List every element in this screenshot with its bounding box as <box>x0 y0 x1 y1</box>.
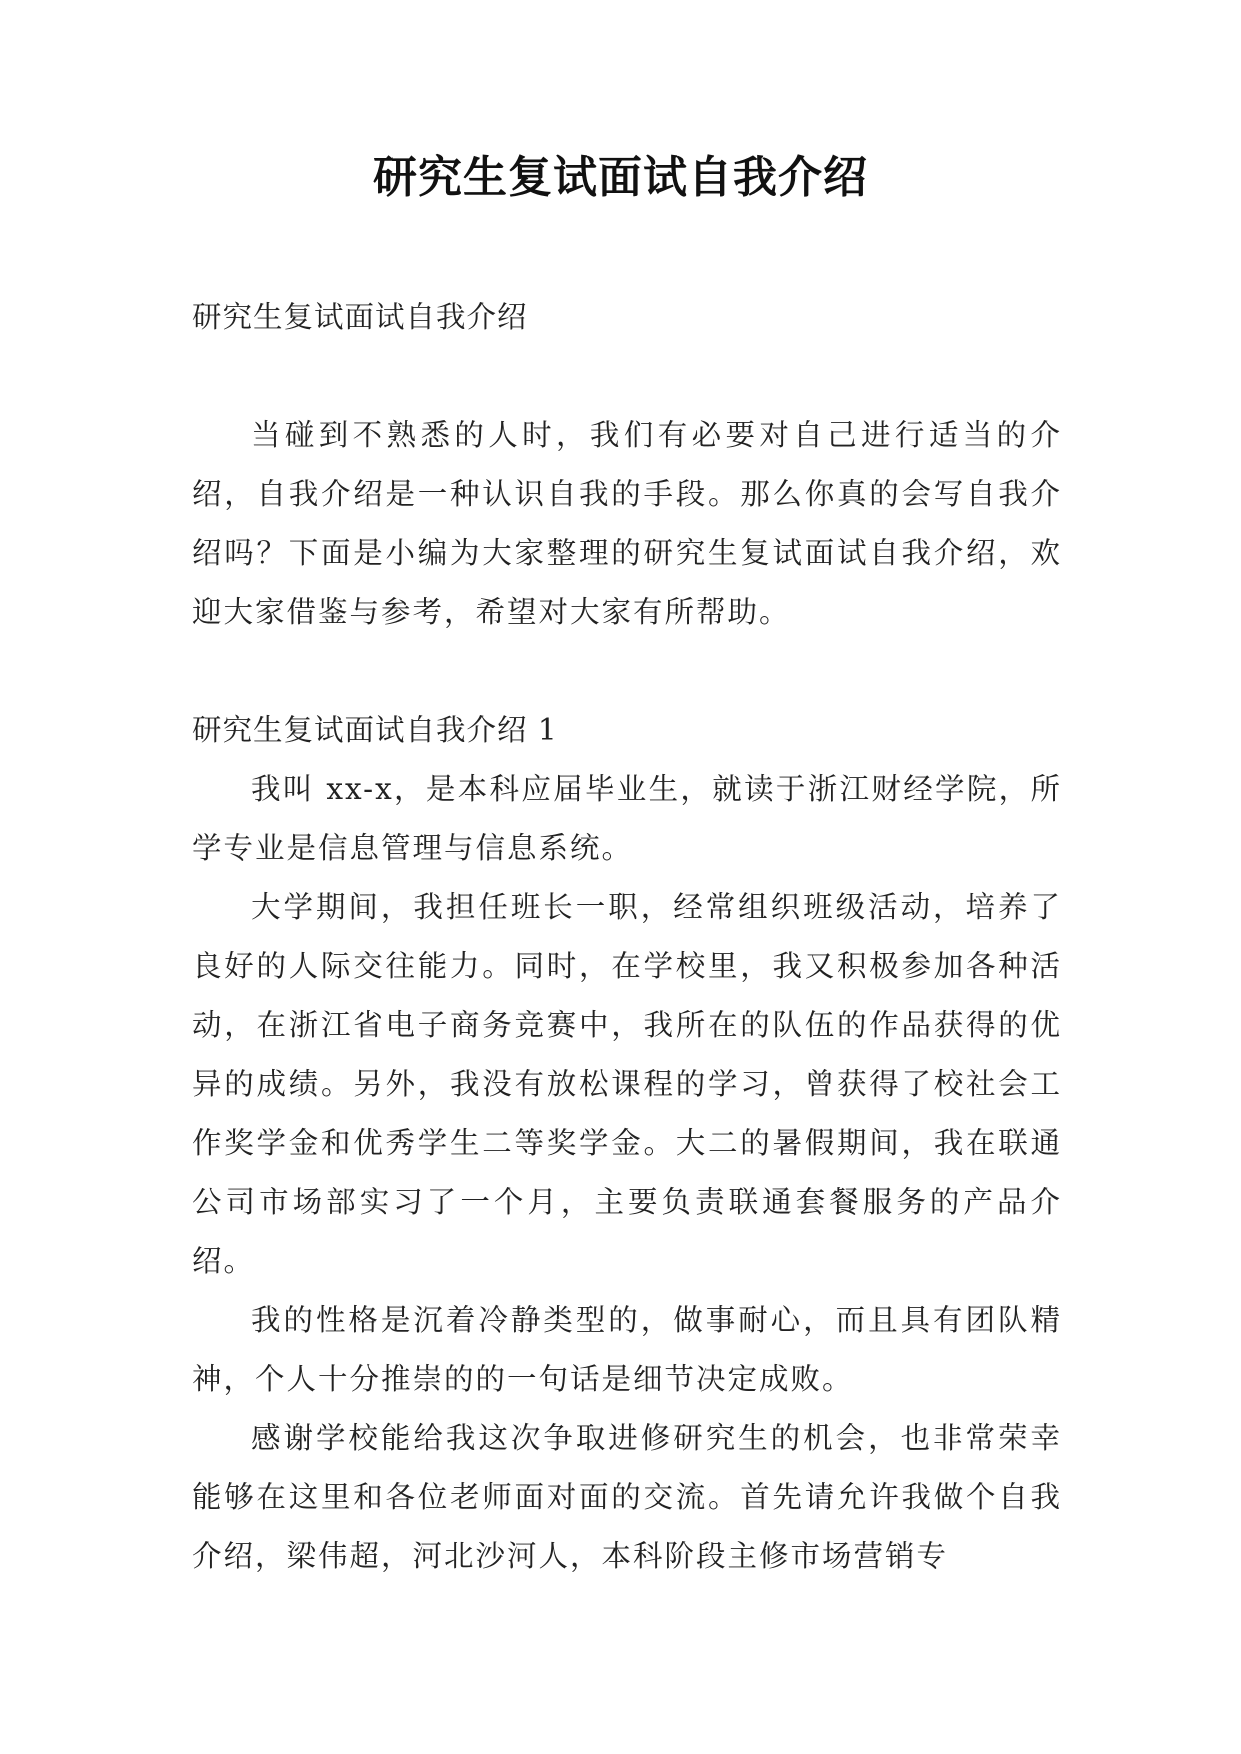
document-title: 研究生复试面试自我介绍 <box>373 152 868 203</box>
section-heading: 研究生复试面试自我介绍 1 <box>192 713 558 747</box>
document-body <box>192 288 1062 1586</box>
body-paragraph: 我叫 xx-x，是本科应届毕业生，就读于浙江财经学院，所学专业是信息管理与信息系统。 <box>192 772 1062 865</box>
body-paragraph: 感谢学校能给我这次争取进修研究生的机会，也非常荣幸能够在这里和各位老师面对面的交流。首先请允许我做个自我介绍，梁伟超，河北沙河人，本科阶段主修市场营销专 <box>192 1421 1062 1573</box>
body-paragraph: 我的性格是沉着冷静类型的，做事耐心，而且具有团队精神，个人十分推崇的的一句话是细节决定成败。 <box>192 1303 1062 1396</box>
body-paragraph: 大学期间，我担任班长一职，经常组织班级活动，培养了良好的人际交往能力。同时，在学校里，我又积极参加各种活动，在浙江省电子商务竞赛中，我所在的队伍的作品获得的优异的成绩。另外，我没有放松课程的学习，曾获得了校社会工作奖学金和优秀学生二等奖学金。大二的暑假期间，我在联通公司市场部实习了一个月，主要负责联通套餐服务的产品介绍。 <box>192 890 1062 1278</box>
subtitle: 研究生复试面试自我介绍 <box>192 300 528 334</box>
intro-paragraph: 当碰到不熟悉的人时，我们有必要对自己进行适当的介绍，自我介绍是一种认识自我的手段。那么你真的会写自我介绍吗？下面是小编为大家整理的研究生复试面试自我介绍，欢迎大家借鉴与参考，希望对大家有所帮助。 <box>192 418 1062 629</box>
